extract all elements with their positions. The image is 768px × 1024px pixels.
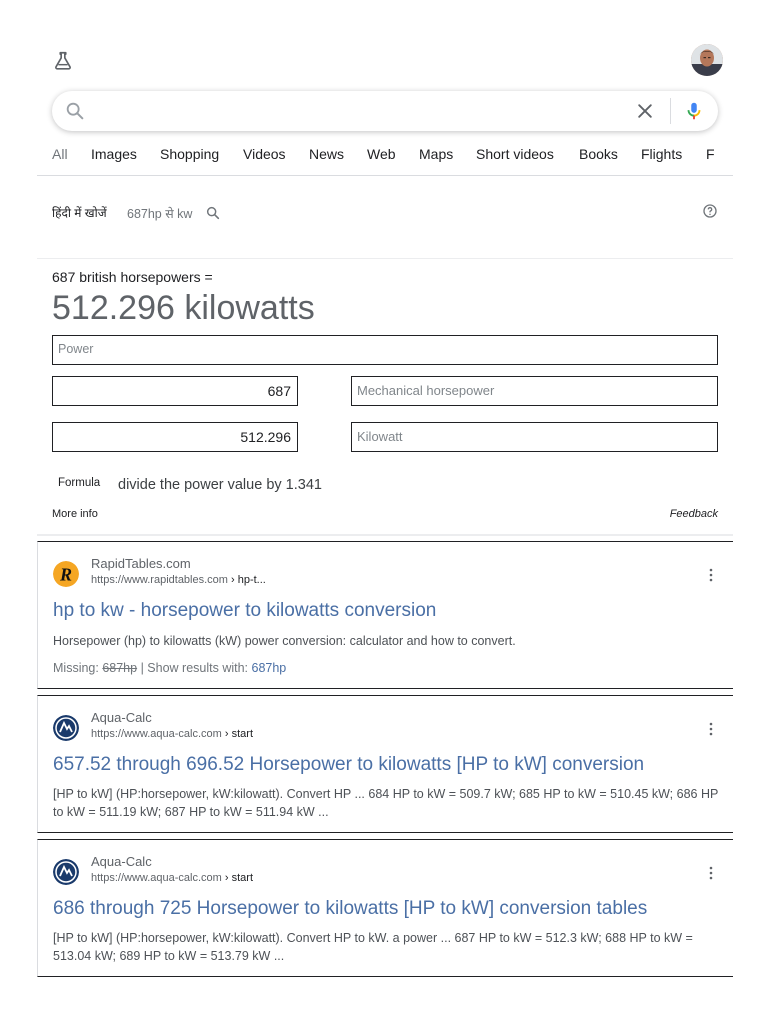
search-tabs [0, 142, 768, 176]
close-icon[interactable] [635, 101, 655, 121]
result-snippet: [HP to kW] (HP:horsepower, kW:kilowatt). Convert HP to kW. a power ... 687 HP to kW = 512.3 kW; 688 HP to kW = 513.04 kW; 689 HP to kW = 513.79 kW ... [53, 931, 693, 963]
result-snippet: [HP to kW] (HP:horsepower, kW:kilowatt). Convert HP ... 684 HP to kW = 509.7 kW; 685 HP to kW = 510.45 kW; 686 HP to kW = 511.19 kW; 687 HP to kW = 511.94 kW ... [53, 787, 719, 819]
result-url-host: https://www.aqua-calc.com [91, 728, 222, 740]
search-divider [670, 98, 671, 124]
tab-all[interactable]: All [52, 146, 68, 162]
avatar-image [691, 44, 723, 76]
svg-text:R: R [59, 564, 73, 585]
rapidtables-favicon [53, 561, 79, 587]
search-icon[interactable] [205, 205, 221, 221]
category-select[interactable] [52, 335, 718, 365]
missing-terms [53, 661, 286, 675]
feedback-link[interactable]: Feedback [669, 508, 718, 520]
top-bar [0, 0, 768, 90]
result-title-link[interactable]: 686 through 725 Horsepower to kilowatts [HP to kW] conversion tables [53, 898, 648, 919]
search-result [37, 695, 733, 833]
tab-shopping[interactable]: Shopping [160, 146, 220, 162]
help-icon[interactable] [702, 203, 718, 219]
search-result [37, 541, 733, 689]
show-results-with-link[interactable]: 687hp [251, 661, 287, 675]
result-site-name[interactable]: Aqua-Calc [91, 710, 152, 725]
from-value-input[interactable] [52, 376, 298, 406]
aqua-calc-favicon [53, 859, 79, 885]
tab-books[interactable]: Books [579, 146, 618, 162]
more-vert-icon[interactable] [708, 568, 714, 582]
hindi-query-link[interactable]: 687hp से kw [127, 207, 193, 221]
converter-subtitle: 687 british horsepowers = [52, 269, 213, 285]
tab-news[interactable]: News [309, 146, 345, 162]
category-label: Power [58, 342, 94, 356]
result-snippet: Horsepower (hp) to kilowatts (kW) power conversion: calculator and how to convert. [53, 634, 516, 648]
tab-videos[interactable]: Videos [243, 146, 286, 162]
from-unit-select[interactable] [351, 376, 718, 406]
result-title-link[interactable]: hp to kw - horsepower to kilowatts conversion [53, 600, 437, 621]
tabs-divider [37, 175, 733, 176]
user-avatar[interactable] [691, 44, 723, 76]
formula-label: Formula [58, 477, 101, 489]
converter-divider [37, 534, 733, 536]
tab-images[interactable]: Images [91, 146, 137, 162]
formula-text: divide the power value by 1.341 [118, 477, 322, 493]
from-value: 687 [267, 383, 291, 399]
aqua-calc-favicon [53, 715, 79, 741]
more-vert-icon[interactable] [708, 722, 714, 736]
unit-converter [37, 259, 733, 535]
more-vert-icon[interactable] [708, 866, 714, 880]
result-url[interactable] [91, 728, 253, 740]
search-input[interactable] [98, 97, 658, 125]
search-result [37, 839, 733, 977]
result-url-crumb: › hp-t... [227, 574, 266, 586]
missing-prefix: Missing: [53, 661, 103, 675]
to-value: 512.296 [240, 429, 291, 445]
microphone-icon[interactable] [683, 100, 705, 122]
from-unit-label: Mechanical horsepower [357, 383, 495, 398]
search-icon [64, 100, 86, 122]
result-url-crumb: › start [221, 872, 254, 884]
search-box [52, 91, 718, 131]
hindi-search-label: हिंदी में खोजें [52, 206, 107, 220]
tab-short-videos[interactable]: Short videos [476, 146, 554, 162]
missing-mid: | Show results with: [137, 661, 252, 675]
tab-maps[interactable]: Maps [419, 146, 454, 162]
missing-term: 687hp [102, 661, 138, 675]
result-site-name[interactable]: Aqua-Calc [91, 854, 152, 869]
result-url[interactable] [91, 574, 266, 586]
flask-icon[interactable] [52, 50, 74, 72]
result-title-link[interactable]: 657.52 through 696.52 Horsepower to kilowatts [HP to kW] conversion [53, 754, 645, 775]
to-value-input[interactable] [52, 422, 298, 452]
result-url-host: https://www.rapidtables.com [91, 574, 228, 586]
result-url[interactable] [91, 872, 253, 884]
tab-flights[interactable]: Flights [641, 146, 683, 162]
tab-more[interactable]: F [706, 146, 715, 162]
result-url-host: https://www.aqua-calc.com [91, 872, 222, 884]
result-site-name[interactable]: RapidTables.com [91, 556, 191, 571]
more-info-link[interactable]: More info [52, 508, 98, 520]
to-unit-label: Kilowatt [357, 429, 403, 444]
tab-web[interactable]: Web [367, 146, 396, 162]
converter-result: 512.296 kilowatts [52, 289, 315, 327]
result-url-crumb: › start [221, 728, 254, 740]
to-unit-select[interactable] [351, 422, 718, 452]
